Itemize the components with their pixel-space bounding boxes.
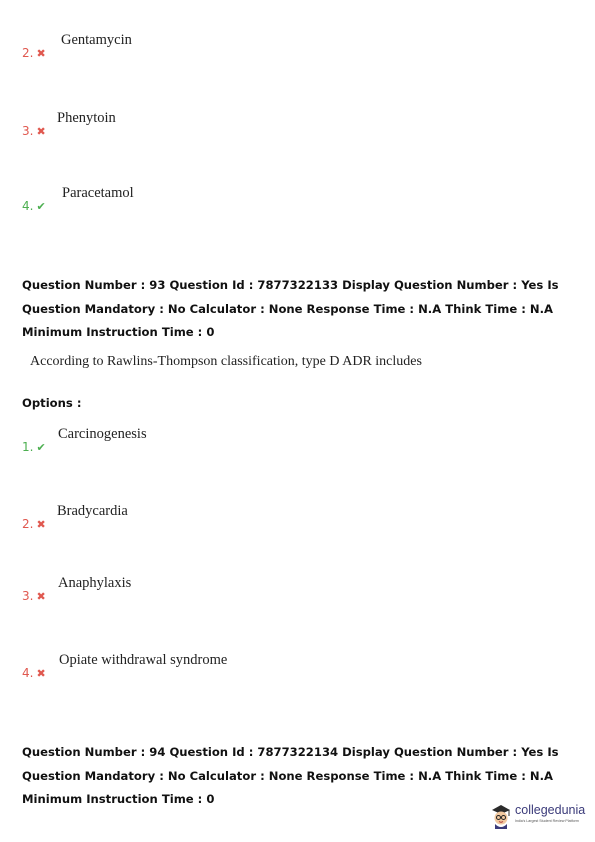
option-text: Opiate withdrawal syndrome xyxy=(59,652,228,668)
option-number: 2. ✖ xyxy=(22,517,46,531)
option-number: 2. ✖ xyxy=(22,46,46,60)
collegedunia-logo xyxy=(489,800,593,834)
cross-icon: ✖ xyxy=(36,47,46,60)
question-text: According to Rawlins-Thompson classification, type D ADR includes xyxy=(30,354,422,369)
logo-text: collegedunia xyxy=(515,803,586,817)
option-text: Gentamycin xyxy=(61,32,132,48)
question-header: Question Number : 94 Question Id : 7877322134 Display Question Number : Yes Is Question Mandatory : No Calculator : None Response Time : N.A Think Time : N.A Minimum Instruction Time : 0 xyxy=(22,745,559,806)
cross-icon: ✖ xyxy=(36,125,46,138)
question-header: Question Number : 93 Question Id : 7877322133 Display Question Number : Yes Is Question Mandatory : No Calculator : None Response Time : N.A Think Time : N.A Minimum Instruction Time : 0 xyxy=(22,278,559,339)
option-text: Bradycardia xyxy=(57,503,128,519)
checkmark-icon: ✔ xyxy=(36,441,46,454)
option-text: Phenytoin xyxy=(57,110,116,126)
mascot-icon xyxy=(489,800,513,830)
option-text: Carcinogenesis xyxy=(58,426,147,442)
option-number: 3. ✖ xyxy=(22,124,46,138)
checkmark-icon: ✔ xyxy=(36,200,46,213)
option-number: 3. ✖ xyxy=(22,589,46,603)
option-text: Paracetamol xyxy=(62,185,134,201)
cross-icon: ✖ xyxy=(36,518,46,531)
option-number: 4. ✔ xyxy=(22,199,46,213)
cross-icon: ✖ xyxy=(36,590,46,603)
option-number: 1. ✔ xyxy=(22,440,46,454)
options-label: Options : xyxy=(22,396,82,410)
cross-icon: ✖ xyxy=(36,667,46,680)
option-number: 4. ✖ xyxy=(22,666,46,680)
option-text: Anaphylaxis xyxy=(58,575,132,591)
logo-tagline: India's Largest Student Review Platform xyxy=(515,819,579,823)
